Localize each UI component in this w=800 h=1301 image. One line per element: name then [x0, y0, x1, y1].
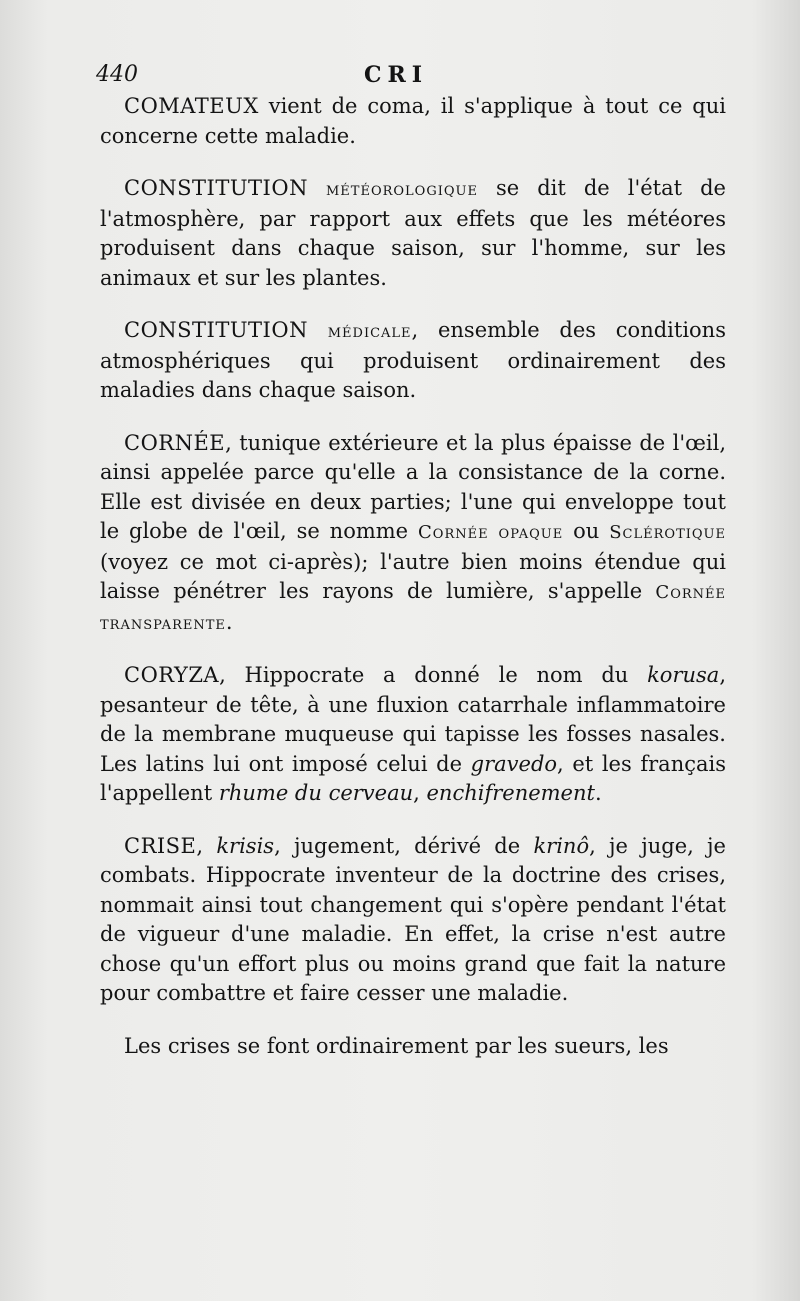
italic-term: enchifrenement — [426, 781, 595, 805]
entry-text: ou — [563, 519, 610, 543]
entry-text: , ensemble des conditions atmosphériques qui produisent ordinairement des maladies dans chaque saison. — [100, 318, 726, 402]
entry-headword: COMATEUX — [124, 94, 259, 118]
dictionary-entries — [100, 92, 726, 1084]
page-number: 440 — [96, 62, 138, 87]
entry-comateux — [100, 92, 726, 151]
italic-term: krinô — [533, 833, 590, 858]
cross-reference: Sclérotique — [609, 522, 726, 543]
entry-qualifier: médicale — [327, 321, 412, 342]
italic-term: rhume du cerveau — [218, 781, 414, 805]
entry-crise — [100, 832, 726, 1009]
entry-text: . — [225, 609, 233, 634]
entry-headword: CORNÉE — [124, 430, 226, 455]
entry-text: , Hippocrate a donné le nom du — [219, 663, 648, 687]
entry-coryza — [100, 661, 726, 809]
entry-text: Les crises se font ordinairement par les sueurs, les — [124, 1033, 669, 1058]
entry-text: . — [594, 781, 602, 805]
entry-text: , et les français l'appellent — [100, 751, 726, 805]
entry-continuation — [100, 1032, 726, 1062]
entry-cornee — [100, 429, 726, 639]
entry-text: , jugement, dérivé de — [274, 833, 534, 858]
entry-text: , — [196, 833, 217, 858]
running-head: CRI — [363, 62, 429, 88]
cross-reference: Cornée opaque — [417, 522, 564, 543]
italic-term: gravedo — [470, 751, 558, 776]
page-header — [96, 58, 696, 94]
entry-constitution-medicale — [100, 316, 726, 406]
entry-text: , — [413, 781, 427, 805]
entry-qualifier: météorologique — [325, 179, 478, 200]
entry-text: , je juge, je combats. Hippocrate inventeur de la doctrine des crises, nommait ainsi tout changement qui s'opère pendant l'état de vigueur d'une maladie. En effet, la crise n'est autre chose qu'un effort plus ou moins grand que fait la nature pour combattre et faire cesser une maladie. — [100, 833, 726, 1005]
cross-reference: Cornée transparente — [100, 582, 726, 634]
entry-headword: CONSTITUTION — [124, 318, 308, 342]
entry-headword: CORYZA — [124, 663, 220, 687]
entry-text: (voyez ce mot ci-après); l'autre bien moins étendue qui laisse pénétrer les rayons de lumière, s'appelle — [100, 549, 726, 603]
entry-constitution-meteorologique — [100, 174, 726, 293]
entry-headword: CONSTITUTION — [124, 176, 308, 200]
entry-text: , tunique extérieure et la plus épaisse de l'œil, ainsi appelée parce qu'elle a la consistance de la corne. Elle est divisée en deux parties; l'une qui enveloppe tout le globe de l'œil, se nomme — [100, 430, 726, 543]
entry-headword: CRISE — [124, 833, 197, 858]
entry-text: se dit de l'état de l'atmosphère, par rapport aux effets que les météores produisent dans chaque saison, sur l'homme, sur les animaux et sur les plantes. — [100, 176, 726, 290]
italic-term: korusa — [647, 663, 720, 687]
italic-term: krisis — [216, 833, 275, 858]
entry-text: vient de coma, il s'applique à tout ce qui concerne cette maladie. — [100, 94, 726, 148]
entry-text: , pesanteur de tête, à une fluxion catarrhale inflammatoire de la membrane muqueuse qui tapisse les fosses nasales. Les latins lui ont imposé celui de — [100, 663, 726, 776]
